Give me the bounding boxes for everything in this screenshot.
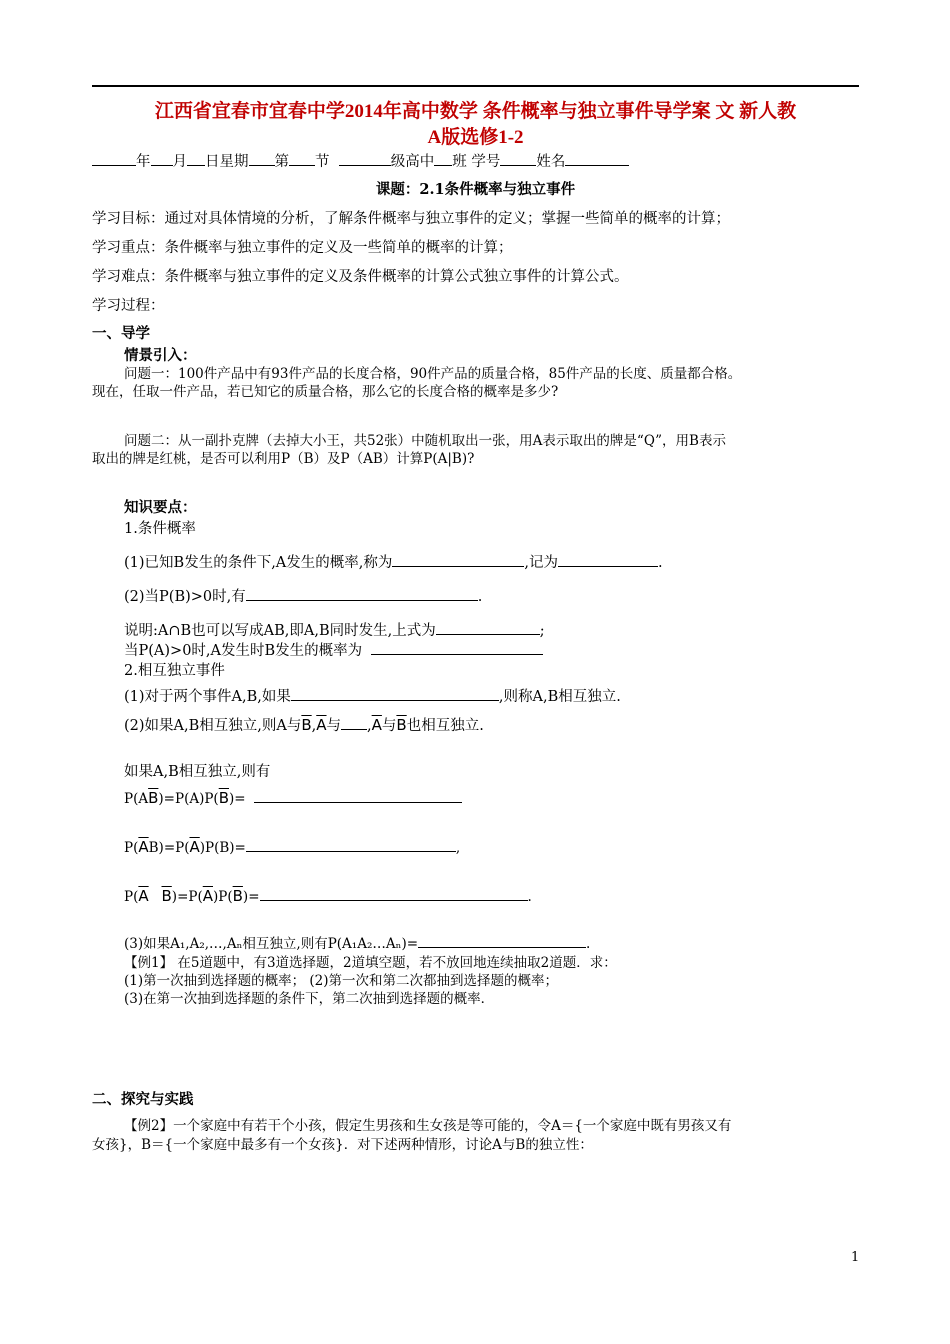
learning-key: 学习重点：条件概率与独立事件的定义及一些简单的概率的计算； [92,240,513,256]
item2-1: (1)对于两个事件A,B,如果 ,则称A,B相互独立. [124,685,621,706]
item1-title: 1.条件概率 [124,521,196,537]
formula3: $P(\overline{A}$ $\overline{B})=P(\overline{A})P(\overline{B})=$ . [124,887,532,905]
knowledge-label: 知识要点： [124,499,197,516]
example1-line1: 【例1】 在5道题中，有3道选择题，2道填空题，若不放回地连续抽取2道题．求： [124,955,617,971]
question2-line1: 问题二：从一副扑克牌（去掉大小王，共52张）中随机取出一张，用A表示取出的牌是“Q”，用B表示 [124,433,726,449]
learning-goal: 学习目标：通过对具体情境的分析，了解条件概率与独立事件的定义；掌握一些简单的概率的计算； [92,211,730,227]
question1-line1: 问题一：100件产品中有93件产品的长度合格，90件产品的质量合格，85件产品的长度、质量都合格。 [124,366,742,382]
info-line: 年 月 日星期 第 节 级高中 班 学号 姓名 [92,150,629,171]
doc-title-line2: A版选修1-2 [427,127,524,148]
note2: 当P(A)>0时,A发生时B发生的概率为 [124,639,543,660]
page-number: 1 [851,1250,860,1265]
item1-2: (2)当P(B)>0时,有 . [124,585,482,606]
example2-line2: 女孩}，B＝{一个家庭中最多有一个女孩}．对下述两种情形，讨论A与B的独立性： [92,1137,593,1153]
intro-label: 情景引入： [124,347,197,364]
doc-title-line1: 江西省宜春市宜春中学2014年高中数学 条件概率与独立事件导学案 文 新人教 [154,101,797,122]
example1-line2: (1)第一次抽到选择题的概率； (2)第一次和第二次都抽到选择题的概率； [124,973,559,989]
note1: 说明:A∩B也可以写成AB,即A,B同时发生,上式为 ; [124,619,545,640]
learning-process: 学习过程： [92,298,165,314]
example1-line3: (3)在第一次抽到选择题的条件下，第二次抽到选择题的概率． [124,991,495,1007]
item3: (3)如果A₁,A₂,…,Aₙ相互独立,则有P(A₁A₂…Aₙ)= . [124,932,590,952]
formula2: $P(\overline{A}B)=P(\overline{A})P(B)=$ , [124,838,461,856]
lesson-topic: 课题：2.1条件概率与独立事件 [375,181,576,198]
item2-2: (2)如果A,B相互独立,则A与$\overline{B},\overline{A}$与 $,\overline{A}$与$\overline{B}$也相互独立. [124,716,484,734]
question1-line2: 现在，任取一件产品，若已知它的质量合格，那么它的长度合格的概率是多少? [92,384,559,400]
formula1: $P(A\overline{B})=P(A)P(\overline{B})=$ [124,788,462,807]
section2-heading: 二、探究与实践 [92,1091,194,1108]
example2-line1: 【例2】一个家庭中有若干个小孩，假定生男孩和生女孩是等可能的，令A＝{一个家庭中既有男孩又有 [124,1118,732,1134]
question2-line2: 取出的牌是红桃，是否可以利用P（B）及P（AB）计算P(A|B)? [92,451,475,467]
indep-intro: 如果A,B相互独立,则有 [124,764,271,780]
learning-difficulty: 学习难点：条件概率与独立事件的定义及条件概率的计算公式独立事件的计算公式。 [92,269,629,285]
section1-heading: 一、导学 [92,325,150,342]
item2-title: 2.相互独立事件 [124,663,225,679]
top-rule [92,85,859,87]
item1-1: (1)已知B发生的条件下,A发生的概率,称为 ,记为 . [124,551,663,572]
